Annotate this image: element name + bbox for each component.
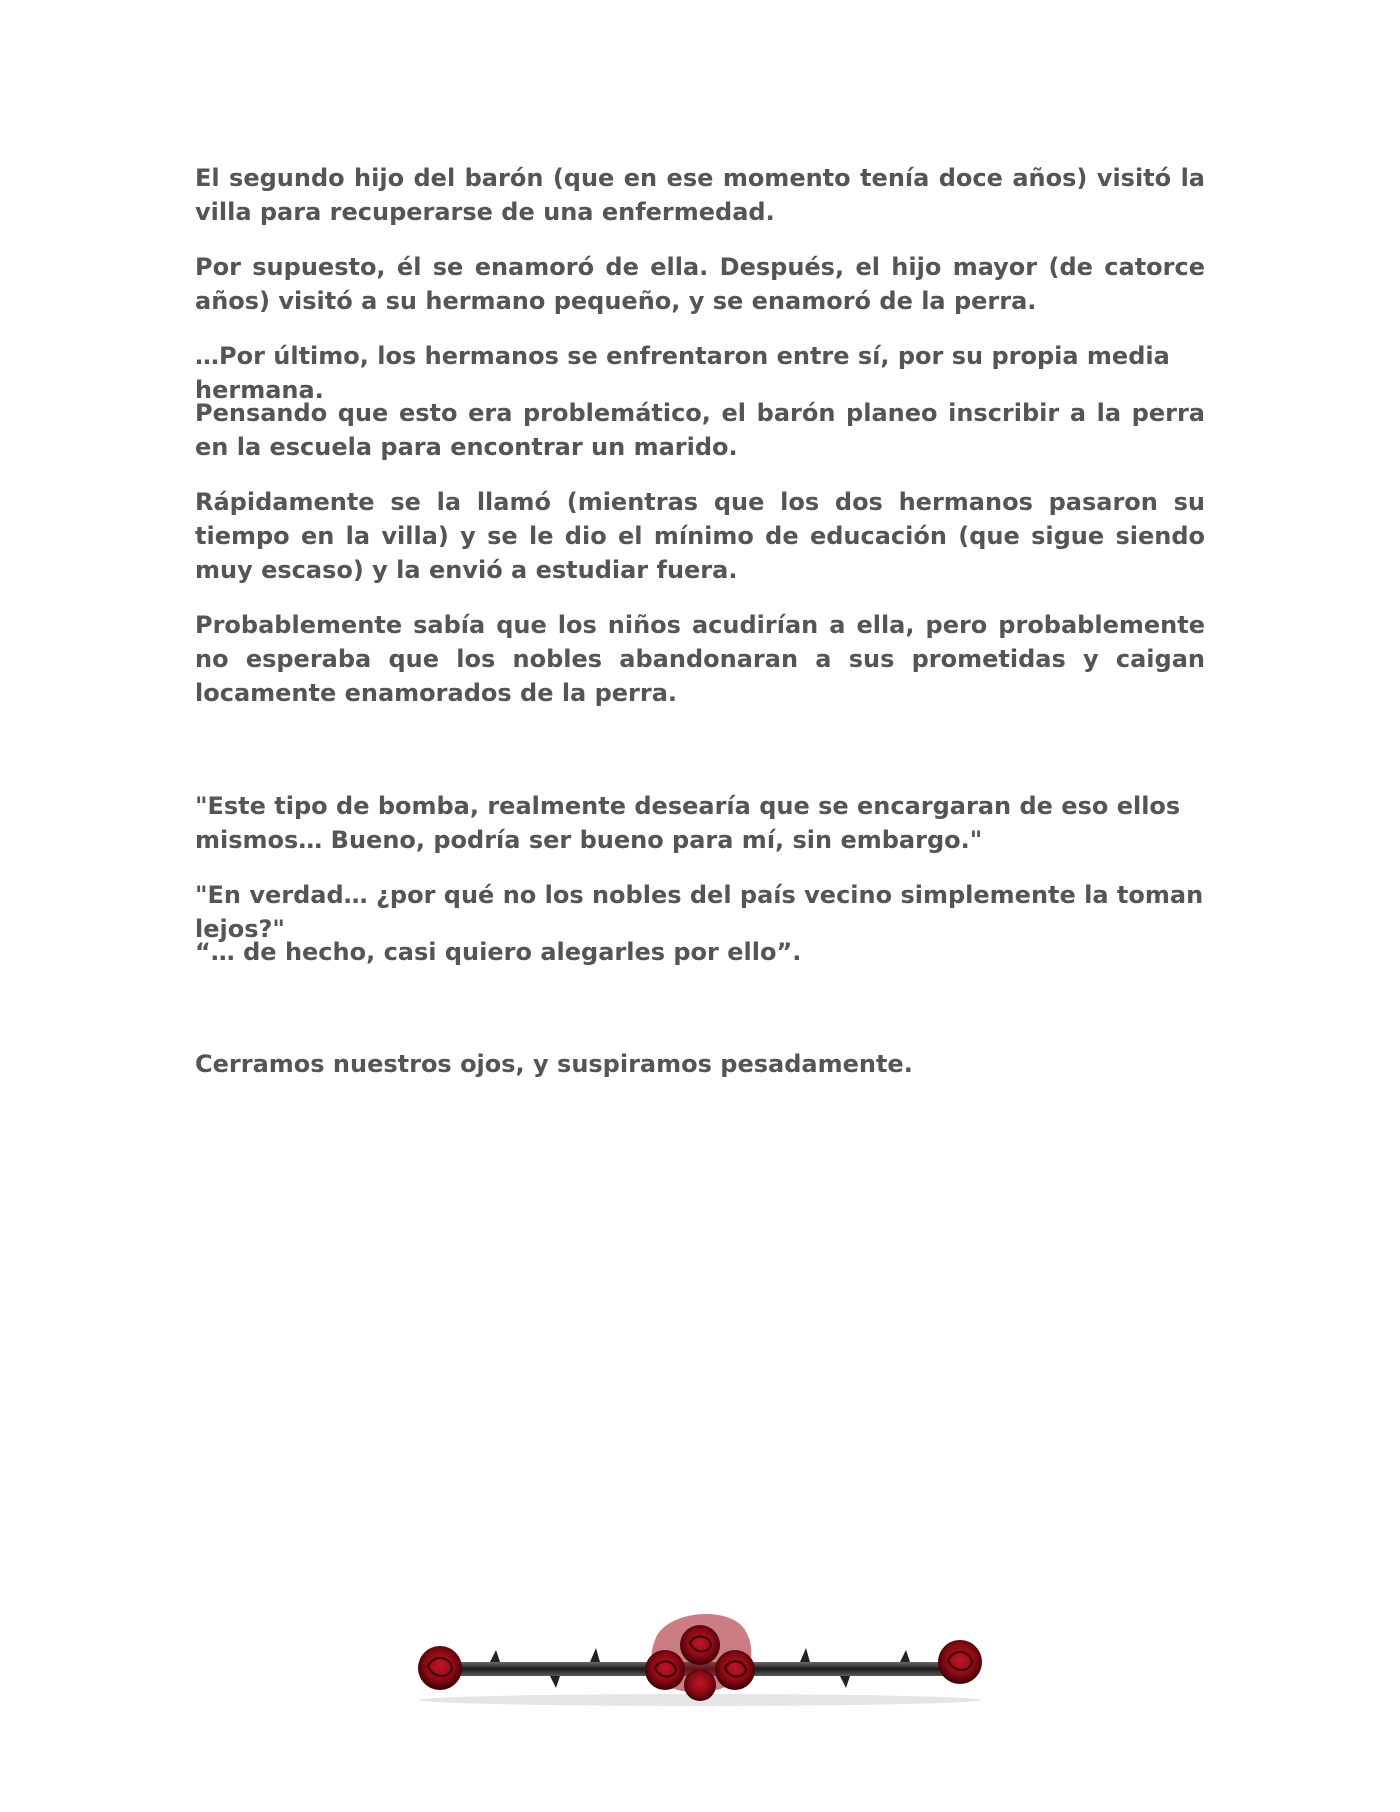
paragraph-5: Rápidamente se la llamó (mientras que los dos hermanos pasaron su tiempo en la villa) y se le dio el mínimo de educación (que sigue siendo muy escaso) y la envió a estudiar fuera. (195, 488, 1205, 584)
dialogue-line-2: "En verdad… ¿por qué no los nobles del país vecino simplemente la toman lejos?" (195, 881, 1204, 943)
paragraph-1: El segundo hijo del barón (que en ese momento tenía doce años) visitó la villa para recuperarse de una enfermedad. (195, 164, 1205, 226)
closing-line: Cerramos nuestros ojos, y suspiramos pesadamente. (195, 1050, 913, 1078)
paragraph-3: …Por último, los hermanos se enfrentaron entre sí, por su propia media hermana. (195, 342, 1170, 404)
paragraph-6: Probablemente sabía que los niños acudirían a ella, pero probablemente no esperaba que los nobles abandonaran a sus prometidas y caigan locamente enamorados de la perra. (195, 611, 1205, 707)
dialogue-line-3: “… de hecho, casi quiero alegarles por ello”. (195, 938, 802, 966)
paragraph-2: Por supuesto, él se enamoró de ella. Después, el hijo mayor (de catorce años) visitó a su hermano pequeño, y se enamoró de la perra. (195, 253, 1205, 315)
paragraph-4: Pensando que esto era problemático, el barón planeo inscribir a la perra en la escuela para encontrar un marido. (195, 399, 1205, 461)
rose-divider-icon (400, 1600, 1000, 1720)
dialogue-line-1: "Este tipo de bomba, realmente desearía que se encargaran de eso ellos mismos… Bueno, podría ser bueno para mí, sin embargo." (195, 792, 1181, 854)
